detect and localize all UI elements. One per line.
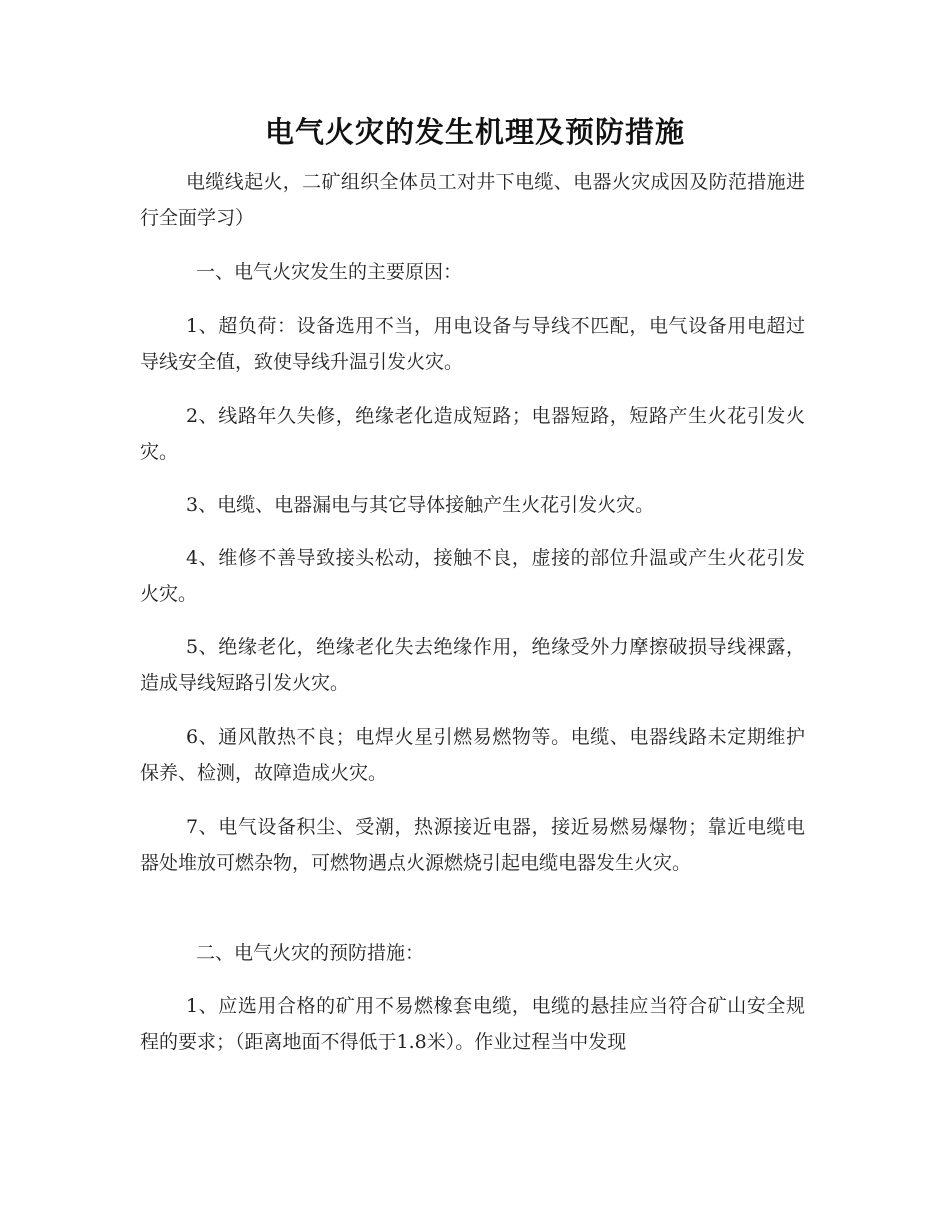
section-heading-causes: 一、电气火灾发生的主要原因：	[196, 261, 463, 283]
cause-item-6: 6、通风散热不良；电焊火星引燃易燃物等。电缆、电器线路未定期维护保养、检测，故障造成火灾。	[140, 726, 805, 784]
cause-item-4: 4、维修不善导致接头松动，接触不良，虚接的部位升温或产生火花引发火灾。	[140, 547, 805, 605]
cause-item-1: 1、超负荷：设备选用不当，用电设备与导线不匹配，电气设备用电超过导线安全值，致使导线升温引发火灾。	[140, 315, 805, 373]
intro-paragraph: 电缆线起火，二矿组织全体员工对井下电缆、电器火灾成因及防范措施进行全面学习）	[140, 171, 805, 229]
prevention-item-1: 1、应选用合格的矿用不易燃橡套电缆，电缆的悬挂应当符合矿山安全规程的要求；（距离地面不得低于1.8米）。作业过程当中发现	[140, 995, 805, 1053]
cause-item-5: 5、绝缘老化，绝缘老化失去绝缘作用，绝缘受外力摩擦破损导线裸露，造成导线短路引发火灾。	[140, 636, 805, 694]
cause-item-3: 3、电缆、电器漏电与其它导体接触产生火花引发火灾。	[186, 494, 655, 516]
section-heading-prevention: 二、电气火灾的预防措施：	[196, 942, 425, 964]
cause-item-7: 7、电气设备积尘、受潮，热源接近电器，接近易燃易爆物；靠近电缆电器处堆放可燃杂物，可燃物遇点火源燃烧引起电缆电器发生火灾。	[140, 816, 805, 874]
document-title: 电气火灾的发生机理及预防措施	[264, 115, 685, 149]
cause-item-2: 2、线路年久失修，绝缘老化造成短路；电器短路，短路产生火花引发火灾。	[140, 405, 805, 463]
